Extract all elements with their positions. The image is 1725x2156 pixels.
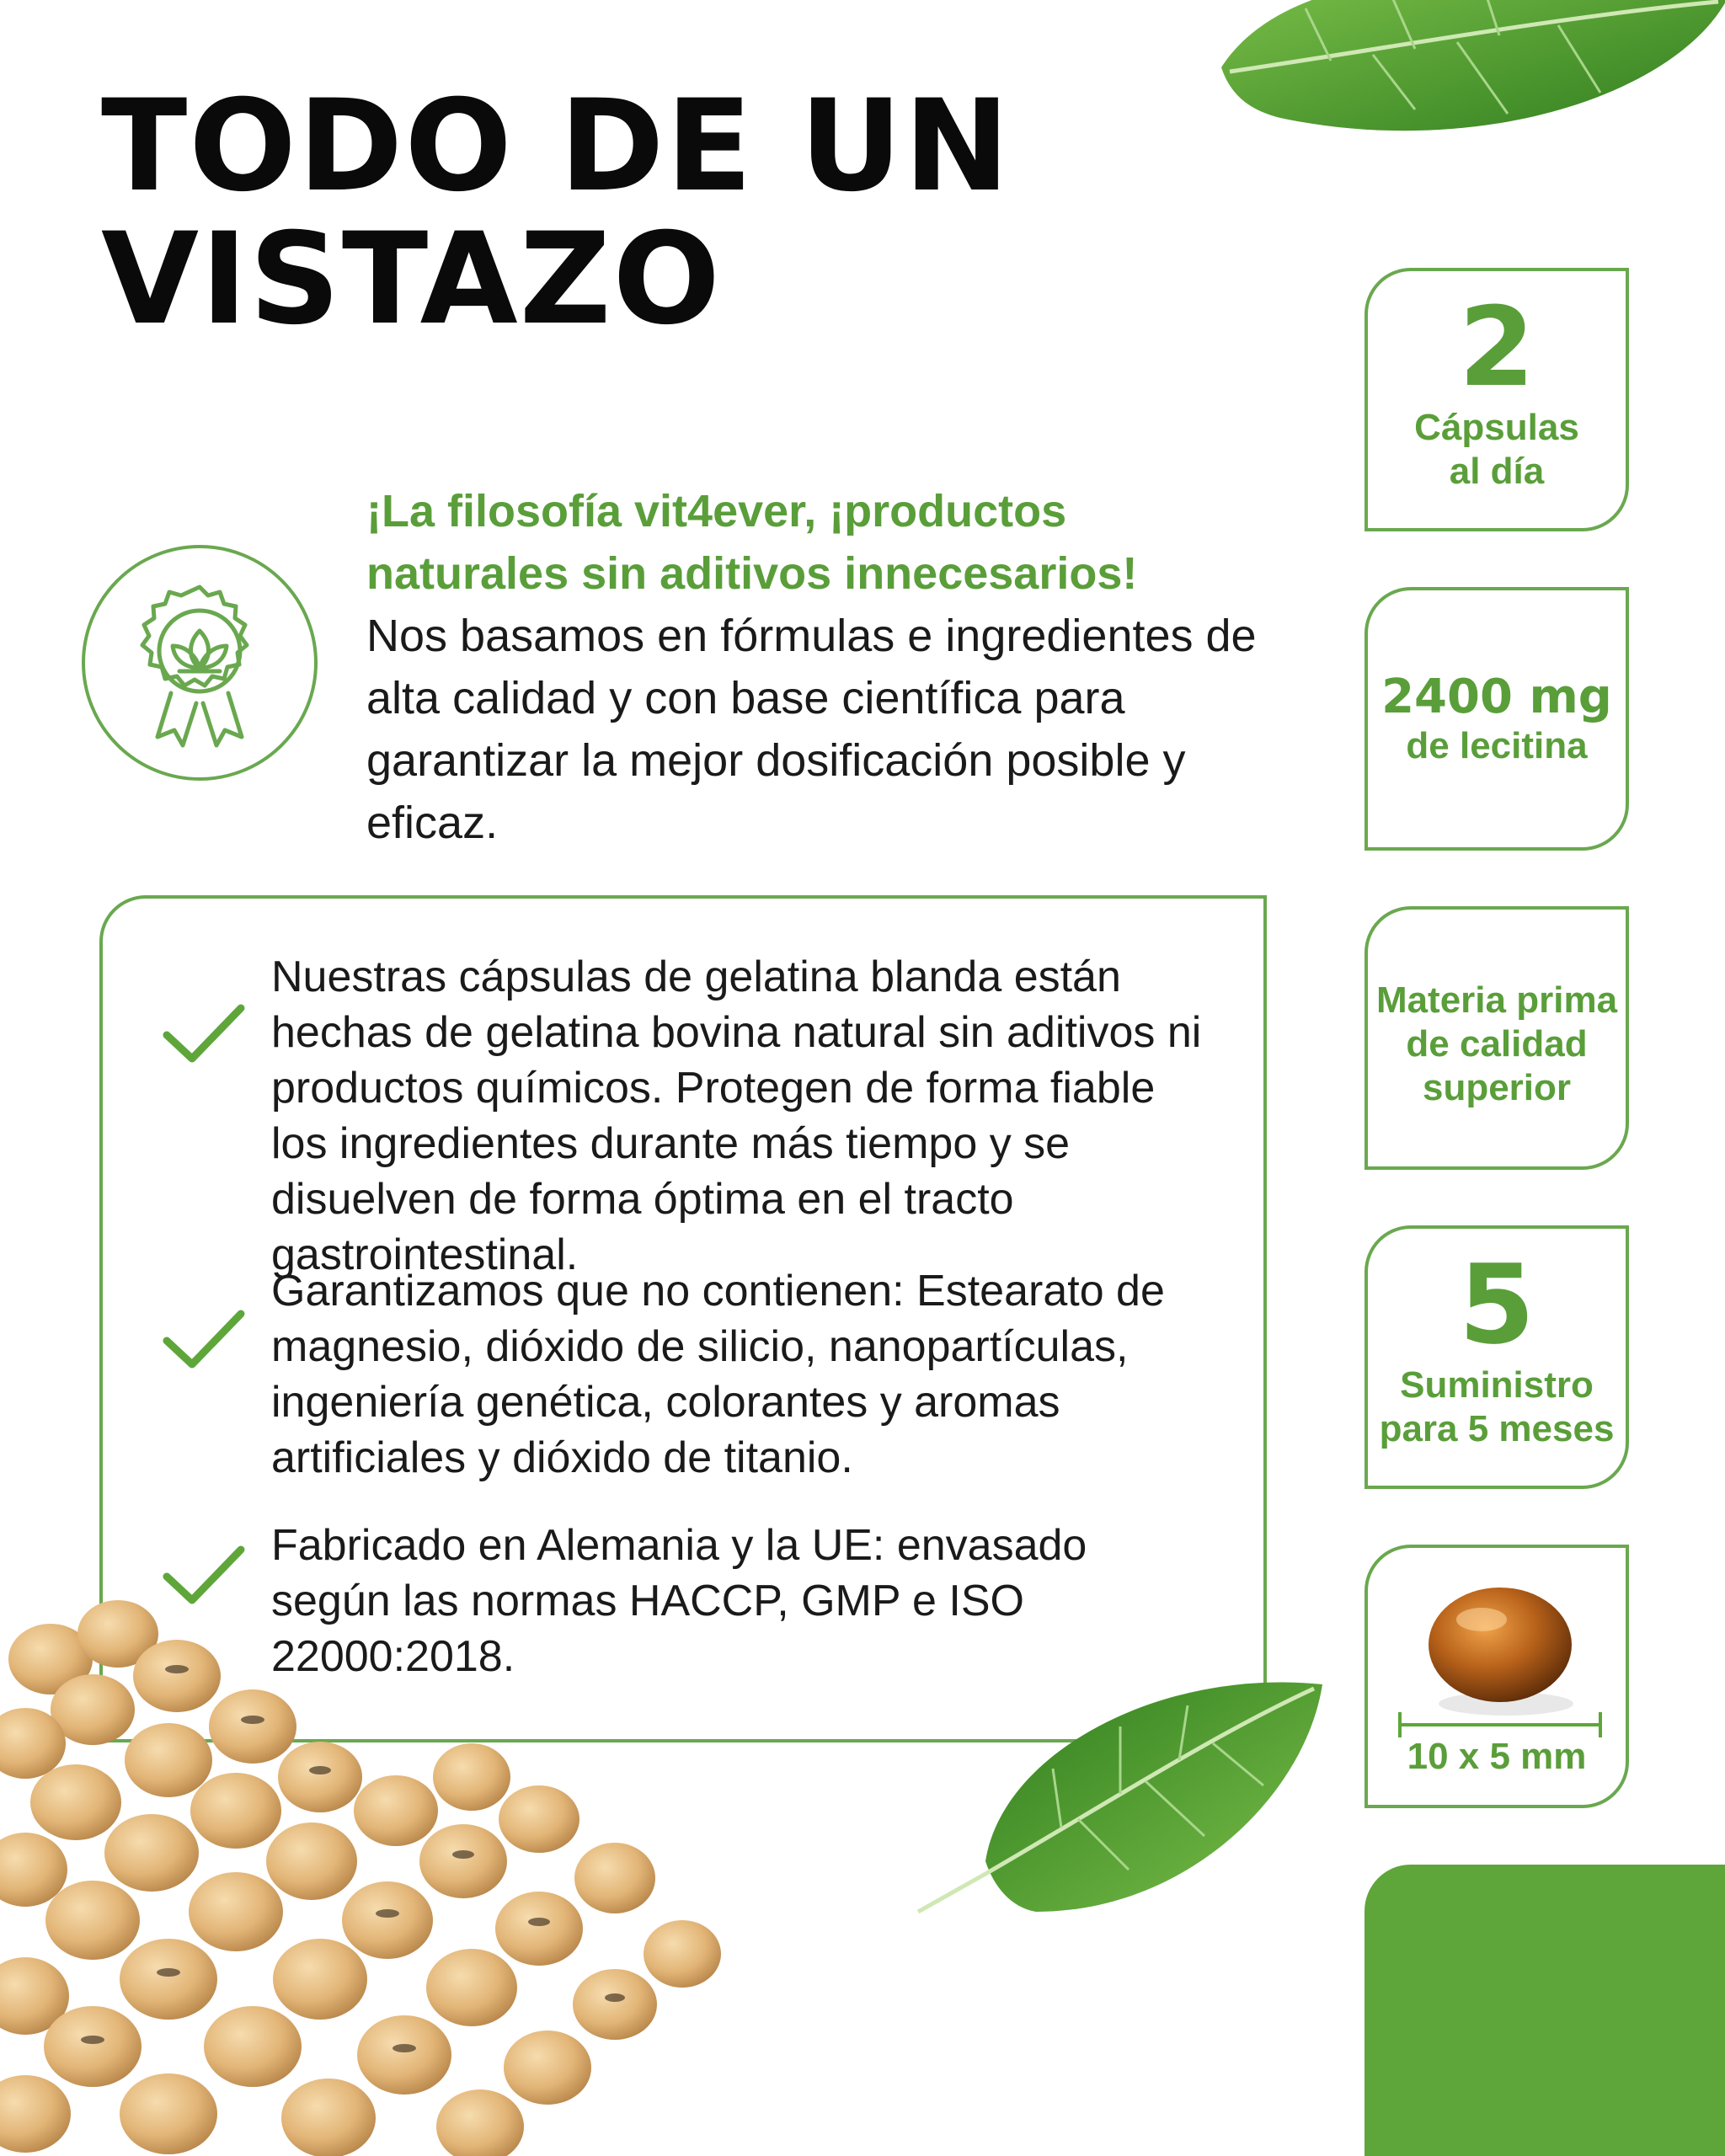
title-line-2: VISTAZO — [101, 206, 722, 353]
leaf-decoration-top — [1204, 0, 1725, 168]
quality-line3: superior — [1422, 1067, 1572, 1108]
feature-text: Garantizamos que no contienen: Estearato de magnesio, dióxido de silicio, nanopartículas, ingeniería genética, colorantes y aromas artificiales y dióxido de titanio. — [271, 1267, 1165, 1482]
green-accent-block — [1365, 1865, 1725, 2156]
philosophy-heading: ¡La filosofía vit4ever, ¡productos naturales sin aditivos innecesarios! — [366, 486, 1138, 599]
leaf-decoration-bottom — [910, 1659, 1331, 1937]
soybeans-decoration — [0, 1600, 758, 2156]
page-title — [101, 73, 1196, 353]
supply-label-line1: Suministro — [1400, 1364, 1594, 1406]
capsules-label-line2: al día — [1449, 451, 1545, 492]
quality-line2: de calidad — [1406, 1023, 1588, 1065]
card-quality — [1365, 906, 1629, 1170]
card-lecithin — [1365, 587, 1629, 851]
feature-text: Nuestras cápsulas de gelatina blanda están hechas de gelatina bovina natural sin aditivos ni productos químicos. Protegen de forma fiable los ingredientes durante más tiempo y se disuelven de forma óptima en el tracto gastrointestinal. — [271, 953, 1202, 1279]
philosophy-section — [366, 480, 1276, 854]
lecithin-label: de lecitina — [1406, 725, 1588, 766]
lecithin-value: 2400 mg — [1381, 670, 1612, 724]
checkmark-icon — [162, 1000, 246, 1067]
supply-value: 5 — [1458, 1241, 1535, 1369]
card-capsule-size — [1365, 1545, 1629, 1808]
capsules-value: 2 — [1458, 283, 1535, 411]
quality-line1: Materia prima — [1375, 979, 1618, 1021]
softgel-capsule-icon — [1393, 1569, 1607, 1737]
card-capsules-per-day — [1365, 268, 1629, 531]
checkmark-icon — [162, 1305, 246, 1373]
card-supply — [1365, 1225, 1629, 1489]
capsules-label-line1: Cápsulas — [1414, 407, 1579, 448]
philosophy-body: Nos basamos en fórmulas e ingredientes de alta calidad y con base científica para garantizar la mejor dosificación posible y eficaz. — [366, 611, 1257, 848]
checkmark-icon — [162, 1541, 246, 1609]
feature-text: Fabricado en Alemania y la UE: envasado según las normas HACCP, GMP e ISO 22000:2018. — [271, 1521, 1087, 1681]
supply-label-line2: para 5 meses — [1379, 1408, 1615, 1449]
quality-seal-leaf-icon — [80, 543, 320, 783]
capsule-size-label: 10 x 5 mm — [1407, 1736, 1587, 1777]
title-line-1: TODO DE UN — [101, 73, 1012, 220]
